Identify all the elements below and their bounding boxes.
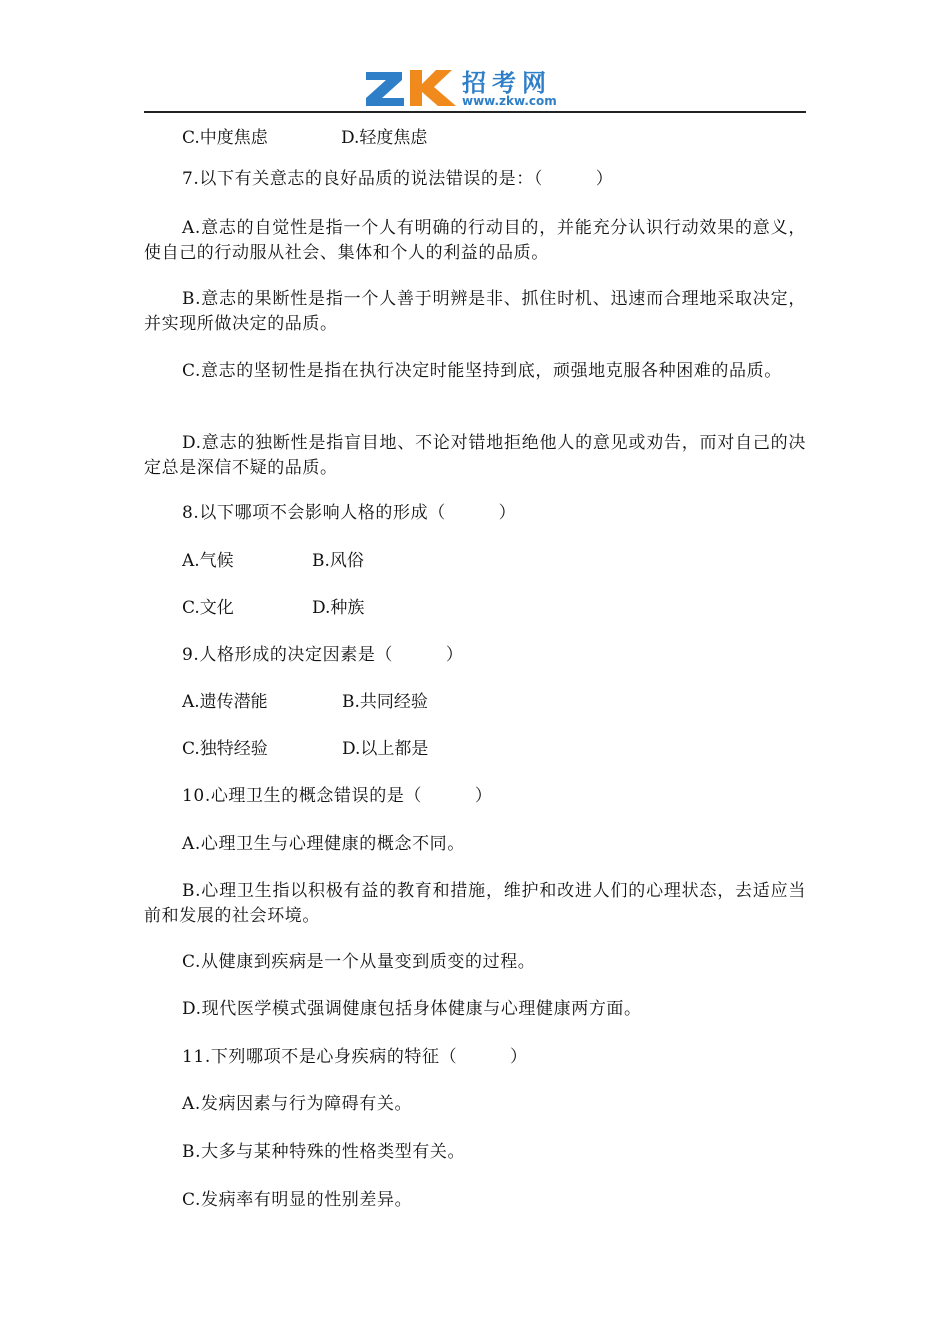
answer-option: A.气候 [182,551,234,571]
question-text: 11.下列哪项不是心身疾病的特征（ ） [182,1047,528,1067]
zk-logo-icon [366,66,458,108]
header-divider [144,111,806,113]
answer-option-text: B.心理卫生指以积极有益的教育和措施，维护和改进人们的心理状态，去适应当前和发展的社会环境。 [144,881,806,926]
answer-option-text: B.大多与某种特殊的性格类型有关。 [182,1142,466,1162]
question-text: 10.心理卫生的概念错误的是（ ） [182,786,493,806]
logo-chinese-text: 招考网 [462,69,552,97]
answer-option: C.文化 [182,598,234,618]
answer-option: D.以上都是 [342,739,429,759]
page-header [0,0,950,114]
answer-option-text: C.从健康到疾病是一个从量变到质变的过程。 [182,952,536,972]
question-text: 9.人格形成的决定因素是（ ） [182,645,464,665]
question-text: 7.以下有关意志的良好品质的说法错误的是：（ ） [182,169,614,189]
answer-option: D.种族 [312,598,365,618]
answer-option-text: D.意志的独断性是指盲目地、不论对错地拒绝他人的意见或劝告，而对自己的决定总是深信不疑的品质。 [144,433,806,478]
logo-url-text: www.zkw.com [462,94,557,108]
answer-option-text: A.意志的自觉性是指一个人有明确的行动目的，并能充分认识行动效果的意义，使自己的行动服从社会、集体和个人的利益的品质。 [144,218,806,263]
answer-option: D.轻度焦虑 [341,128,428,148]
question-text: 8.以下哪项不会影响人格的形成（ ） [182,503,517,523]
answer-options-row [144,549,844,574]
answer-option-text: B.意志的果断性是指一个人善于明辨是非、抓住时机、迅速而合理地采取决定，并实现所做决定的品质。 [144,289,806,334]
answer-options-row [144,737,844,762]
answer-option: B.风俗 [312,551,364,571]
answer-option: B.共同经验 [342,692,428,712]
answer-option: C.中度焦虑 [182,128,268,148]
answer-option: C.独特经验 [182,739,268,759]
answer-option: A.遗传潜能 [182,692,268,712]
answer-option-text: C.意志的坚韧性是指在执行决定时能坚持到底，顽强地克服各种困难的品质。 [182,361,782,381]
answer-option-text: A.心理卫生与心理健康的概念不同。 [182,834,465,854]
answer-option-text: A.发病因素与行为障碍有关。 [182,1094,413,1114]
answer-options-row [144,126,844,151]
answer-option-text: C.发病率有明显的性别差异。 [182,1190,413,1210]
site-logo[interactable] [366,66,586,108]
answer-option-text: D.现代医学模式强调健康包括身体健康与心理健康两方面。 [182,999,642,1019]
answer-options-row [144,690,844,715]
answer-options-row [144,596,844,621]
